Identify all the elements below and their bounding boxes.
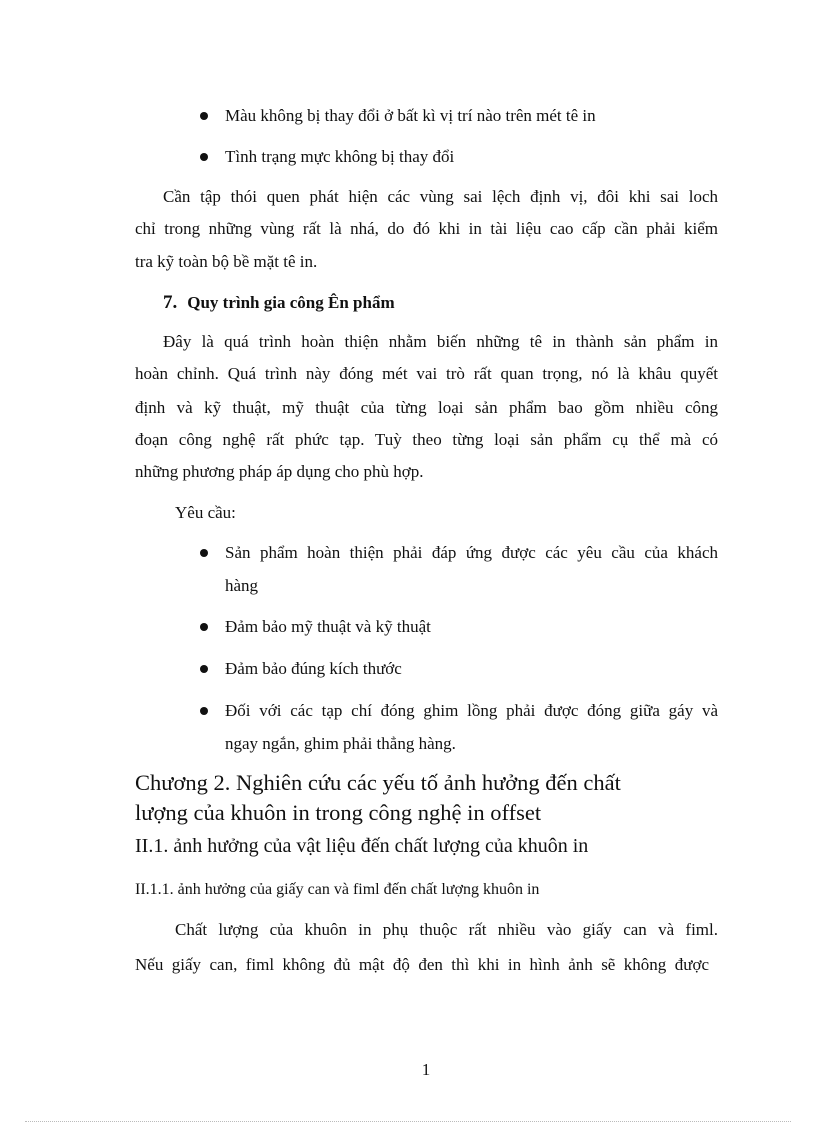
chapter-title-line: lượng của khuôn in trong công nghệ in offset [135,800,542,825]
bullet-icon [200,623,208,631]
section-number: 7. [163,292,178,313]
heading-level-3: II.1.1. ảnh hưởng của giấy can và fiml đến chất lượng khuôn in [135,881,540,898]
paragraph-line: đoạn công nghệ rất phức tạp. Tuỳ theo từng loại sản phẩm cụ thể mà có [135,430,718,449]
paragraph-line: chỉ trong những vùng rất là nhá, do đó khi in tài liệu cao cấp cần phải kiểm [135,219,718,238]
bullet-icon [200,707,208,715]
paragraph-line: hoàn chỉnh. Quá trình này đóng mét vai trò rất quan trọng, nó là khâu quyết [135,364,718,383]
paragraph-line: tra kỹ toàn bộ bề mặt tê in. [135,252,318,271]
requirements-label: Yêu cầu: [175,503,236,522]
bullet-icon [200,549,208,557]
list-item: Sản phẩm hoàn thiện phải đáp ứng được các yêu cầu của khách [225,543,718,562]
bullet-icon [200,153,208,161]
list-item: Màu không bị thay đổi ở bất kì vị trí nào trên mét tê in [225,106,596,125]
list-item: Đối với các tạp chí đóng ghim lồng phải được đóng giữa gáy và [225,701,718,720]
section-title: Quy trình gia công Ên phẩm [187,293,395,312]
paragraph-line: định và kỹ thuật, mỹ thuật của từng loại sản phẩm bao gồm nhiều công [135,398,718,417]
paragraph-line: Nếu giấy can, fiml không đủ mật độ đen thì khi in hình ảnh sẽ không được [135,955,709,974]
bullet-icon [200,112,208,120]
list-item: Đảm bảo đúng kích thước [225,659,402,678]
bullet-icon [200,665,208,673]
heading-level-2: II.1. ảnh hưởng của vật liệu đến chất lượng của khuôn in [135,835,589,857]
section-heading [163,293,395,313]
list-item: Tình trạng mực không bị thay đổi [225,147,455,166]
paragraph-line: Cần tập thói quen phát hiện các vùng sai lệch định vị, đôi khi sai loch [163,187,718,206]
list-item: Đảm bảo mỹ thuật và kỹ thuật [225,617,431,636]
page-number: 1 [421,1060,431,1079]
chapter-title-line: Chương 2. Nghiên cứu các yếu tố ảnh hưởng đến chất [135,770,621,795]
paragraph-line: Đây là quá trình hoàn thiện nhằm biến những tê in thành sản phẩm in [163,332,718,351]
paragraph-line: Chất lượng của khuôn in phụ thuộc rất nhiều vào giấy can và fiml. [175,920,718,939]
list-item-continuation: ngay ngắn, ghim phải thẳng hàng. [225,734,456,753]
paragraph-line: những phương pháp áp dụng cho phù hợp. [135,462,424,481]
page-bottom-divider [25,1121,791,1122]
list-item-continuation: hàng [225,576,259,595]
